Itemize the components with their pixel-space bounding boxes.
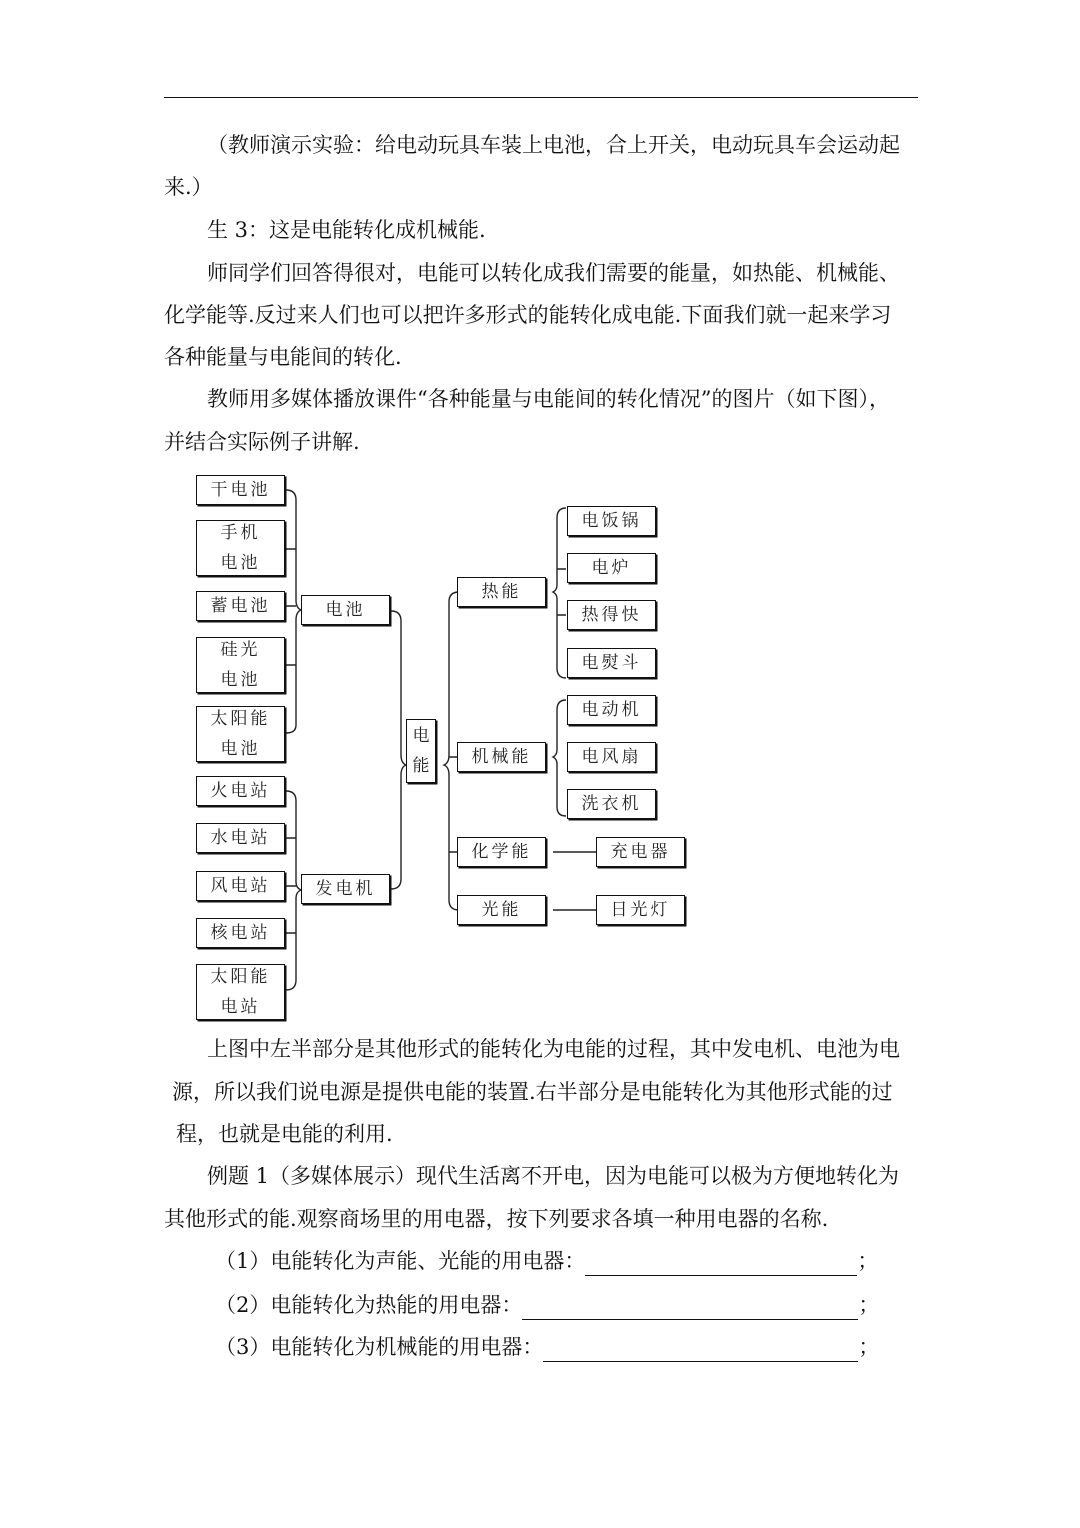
paragraph-4-line-2: 并结合实际例子讲解. bbox=[164, 430, 360, 454]
box-mechanical-energy: 机械能 bbox=[457, 742, 546, 772]
paragraph-4-line-1: 教师用多媒体播放课件“各种能量与电能间的转化情况”的图片（如下图）， bbox=[207, 387, 890, 411]
box-washing-machine: 洗衣机 bbox=[567, 789, 656, 819]
question-1-end: ； bbox=[857, 1249, 879, 1273]
box-storage-battery: 蓄电池 bbox=[196, 591, 285, 621]
box-wind-station: 风电站 bbox=[196, 871, 285, 901]
box-heat-energy: 热能 bbox=[457, 577, 546, 607]
box-silicon-cell: 硅光 电池 bbox=[196, 637, 285, 693]
question-3-end: ； bbox=[858, 1335, 880, 1359]
question-2 bbox=[215, 1290, 879, 1320]
box-hydro-station: 水电站 bbox=[196, 823, 285, 853]
box-fluorescent-lamp: 日光灯 bbox=[596, 895, 685, 925]
box-light-energy: 光能 bbox=[457, 895, 546, 925]
box-battery: 电池 bbox=[301, 595, 390, 625]
box-phone-battery: 手机 电池 bbox=[196, 520, 285, 576]
box-immersion-heater: 热得快 bbox=[567, 600, 656, 630]
paragraph-1-line-1: （教师演示实验：给电动玩具车装上电池，合上开关，电动玩具车会运动起 bbox=[207, 133, 900, 157]
paragraph-1-line-2: 来.） bbox=[164, 175, 213, 199]
question-2-end: ； bbox=[858, 1293, 880, 1317]
box-electric-energy: 电 能 bbox=[406, 719, 436, 783]
box-chemical-energy: 化学能 bbox=[457, 837, 546, 867]
paragraph-2: 生 3：这是电能转化成机械能. bbox=[207, 218, 486, 242]
box-electric-iron: 电熨斗 bbox=[567, 648, 656, 678]
paragraph-6-line-1: 例题 1（多媒体展示）现代生活离不开电，因为电能可以极为方便地转化为 bbox=[207, 1164, 900, 1188]
question-2-label: （2）电能转化为热能的用电器： bbox=[215, 1293, 523, 1317]
question-3 bbox=[215, 1332, 879, 1362]
paragraph-5-line-1: 上图中左半部分是其他形式的能转化为电能的过程，其中发电机、电池为电 bbox=[207, 1037, 900, 1061]
box-generator: 发电机 bbox=[301, 874, 390, 904]
box-charger: 充电器 bbox=[596, 837, 685, 867]
question-3-label: （3）电能转化为机械能的用电器： bbox=[215, 1335, 544, 1359]
box-dry-battery: 干电池 bbox=[196, 475, 285, 505]
paragraph-3-line-1: 师同学们回答得很对，电能可以转化成我们需要的能量，如热能、机械能、 bbox=[207, 261, 900, 285]
question-2-answer-blank[interactable] bbox=[522, 1295, 858, 1320]
box-electric-fan: 电风扇 bbox=[567, 742, 656, 772]
paragraph-5-line-2: 源，所以我们说电源是提供电能的装置.右半部分是电能转化为其他形式能的过 bbox=[172, 1080, 893, 1104]
paragraph-3-line-2: 化学能等.反过来人们也可以把许多形式的能转化成电能.下面我们就一起来学习 bbox=[164, 303, 892, 327]
paragraph-6-line-2: 其他形式的能.观察商场里的用电器，按下列要求各填一种用电器的名称. bbox=[164, 1207, 829, 1231]
question-1-answer-blank[interactable] bbox=[585, 1251, 857, 1276]
box-thermal-station: 火电站 bbox=[196, 776, 285, 806]
question-1 bbox=[215, 1246, 878, 1276]
box-solar-cell: 太阳能 电池 bbox=[196, 706, 285, 762]
box-nuclear-station: 核电站 bbox=[196, 918, 285, 948]
question-3-answer-blank[interactable] bbox=[543, 1337, 858, 1362]
box-electric-motor: 电动机 bbox=[567, 695, 656, 725]
box-solar-station: 太阳能 电站 bbox=[196, 964, 285, 1020]
box-rice-cooker: 电饭锅 bbox=[567, 506, 656, 536]
box-electric-stove: 电炉 bbox=[567, 553, 656, 583]
paragraph-5-line-3: 程，也就是电能的利用. bbox=[176, 1122, 393, 1146]
paragraph-3-line-3: 各种能量与电能间的转化. bbox=[164, 345, 402, 369]
question-1-label: （1）电能转化为声能、光能的用电器： bbox=[215, 1249, 586, 1273]
